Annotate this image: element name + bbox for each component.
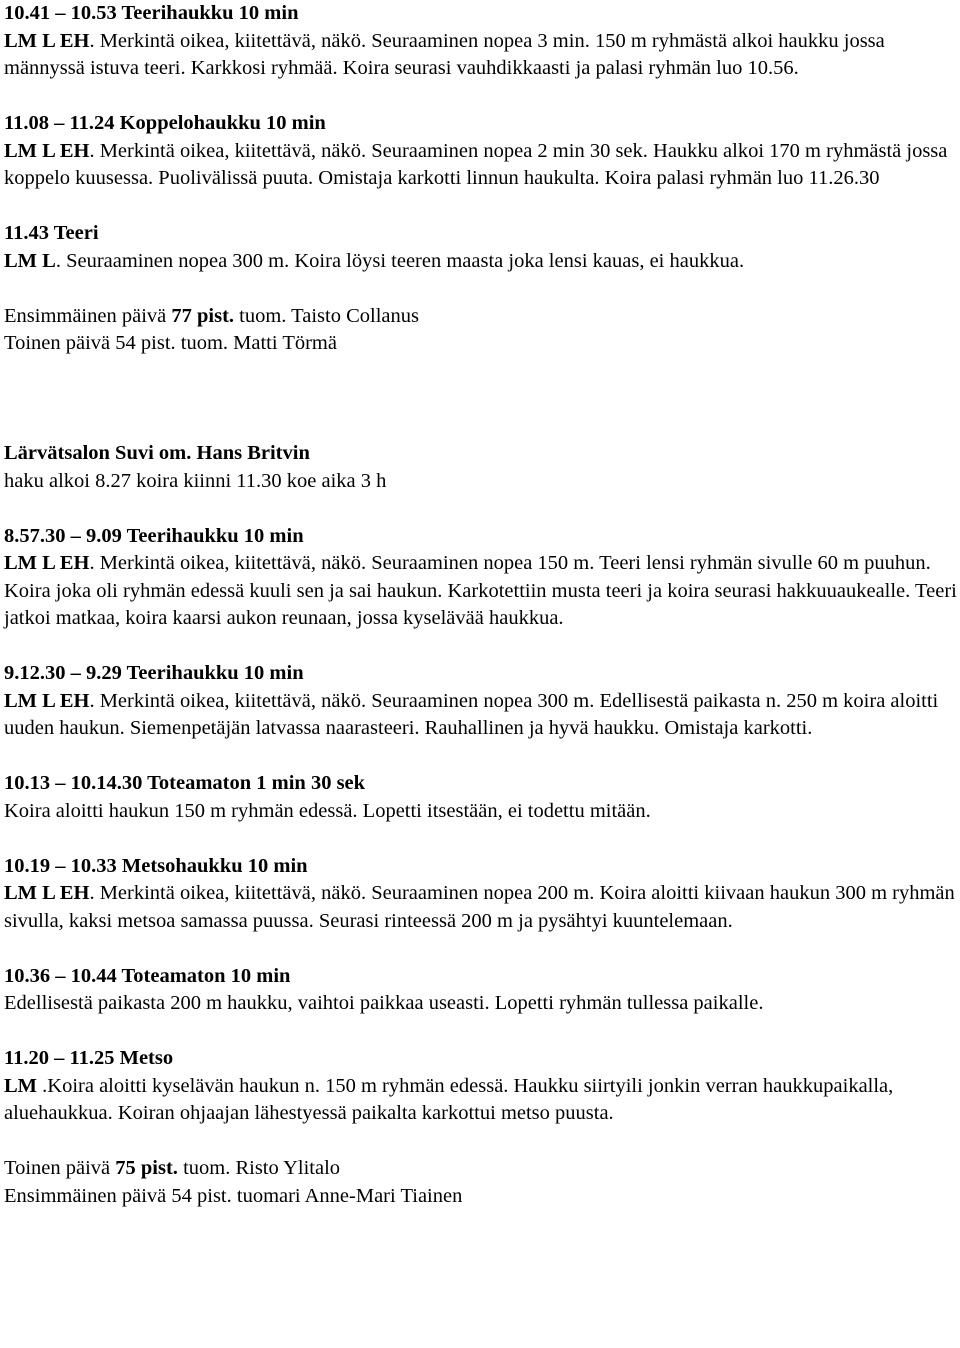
dog-info: haku alkoi 8.27 koira kiinni 11.30 koe aika 3 h <box>4 469 387 492</box>
entry-heading: 10.41 – 10.53 Teerihaukku 10 min <box>4 2 299 24</box>
entry-text: LM L EH. Merkintä oikea, kiitettävä, näkö. Seuraaminen nopea 300 m. Edellisestä paikasta n. 250 m koira aloitti uuden haukun. Siemenpetäjän latvassa naarasteeri. Rauhallinen ja hyvä haukku. Omistaja karkotti. <box>4 689 939 739</box>
entry-code: LM L EH <box>4 552 90 574</box>
entry-code: LM L EH <box>4 29 90 52</box>
entry <box>4 220 960 275</box>
entry-text: LM .Koira aloitti kyselävän haukun n. 150 m ryhmän edessä. Haukku siirtyili jonkin verran haukkupaikalla, aluehaukkua. Koiran ohjaajan lähestyessä paikalta karkottui metso puusta. <box>4 1074 894 1124</box>
entry <box>4 660 960 743</box>
entry-heading: 11.20 – 11.25 Metso <box>4 1047 174 1069</box>
entry-heading: 10.36 – 10.44 Toteamaton 10 min <box>4 964 291 987</box>
dog-header <box>4 440 960 495</box>
entry-text: LM L EH. Merkintä oikea, kiitettävä, näkö. Seuraaminen nopea 3 min. 150 m ryhmästä alkoi haukku jossa männyssä istuva teeri. Karkkosi ryhmää. Koira seurasi vauhdikkaasti ja palasi ryhmän luo 10.56. <box>4 29 885 79</box>
entry-code: LM <box>4 1074 38 1097</box>
entry <box>4 853 960 936</box>
entry-text: LM L EH. Merkintä oikea, kiitettävä, näkö. Seuraaminen nopea 2 min 30 sek. Haukku alkoi 170 m ryhmästä jossa koppelo kuusessa. Puolivälissä puuta. Omistaja karkotti linnun haukulta. Koira palasi ryhmän luo 11.26.30 <box>4 139 948 189</box>
entry-text: LM L EH. Merkintä oikea, kiitettävä, näkö. Seuraaminen nopea 200 m. Koira aloitti kiivaan haukun 300 m ryhmän sivulla, kaksi metsoa samassa puussa. Seurasi rinteessä 200 m ja pysähtyi kuuntelemaan. <box>4 882 955 932</box>
result-line: Toinen päivä 75 pist. tuom. Risto Ylitalo <box>4 1157 341 1179</box>
entry-heading: 10.19 – 10.33 Metsohaukku 10 min <box>4 854 308 877</box>
entry <box>4 963 960 1018</box>
entry <box>4 110 960 193</box>
entry <box>4 770 960 825</box>
dog-title: Lärvätsalon Suvi om. Hans Britvin <box>4 442 310 464</box>
entry-text: Koira aloitti haukun 150 m ryhmän edessä. Lopetti itsestään, ei todettu mitään. <box>4 799 651 822</box>
result-line: Toinen päivä 54 pist. tuom. Matti Törmä <box>4 332 337 354</box>
entry-text: LM L EH. Merkintä oikea, kiitettävä, näkö. Seuraaminen nopea 150 m. Teeri lensi ryhmän sivulle 60 m puuhun. Koira joka oli ryhmän edessä kuuli sen ja sai haukun. Karkotettiin musta teeri ja koira seurasi hakkuuaukealle. Teeri jatkoi matkaa, koira kaarsi aukon reunaan, jossa kyselävää haukkua. <box>4 552 957 629</box>
results-block <box>4 303 960 358</box>
entry-text: Edellisestä paikasta 200 m haukku, vaihtoi paikkaa useasti. Lopetti ryhmän tullessa paikalle. <box>4 992 764 1014</box>
entry-heading: 11.08 – 11.24 Koppelohaukku 10 min <box>4 112 326 134</box>
entry <box>4 0 960 83</box>
entry-heading: 10.13 – 10.14.30 Toteamaton 1 min 30 sek <box>4 772 366 794</box>
entry <box>4 1045 960 1128</box>
entry <box>4 523 960 633</box>
entry-heading: 9.12.30 – 9.29 Teerihaukku 10 min <box>4 662 304 684</box>
entry-text: LM L. Seuraaminen nopea 300 m. Koira löysi teeren maasta joka lensi kauas, ei haukkua. <box>4 249 745 272</box>
entry-heading: 11.43 Teeri <box>4 222 99 244</box>
entry-code: LM L EH <box>4 689 90 712</box>
entry-heading: 8.57.30 – 9.09 Teerihaukku 10 min <box>4 524 304 547</box>
result-line: Ensimmäinen päivä 77 pist. tuom. Taisto Collanus <box>4 304 420 327</box>
entry-code: LM L EH <box>4 139 90 162</box>
results-block <box>4 1155 960 1210</box>
result-line: Ensimmäinen päivä 54 pist. tuomari Anne-Mari Tiainen <box>4 1184 463 1207</box>
entry-code: LM L EH <box>4 882 90 904</box>
entry-code: LM L <box>4 249 56 272</box>
